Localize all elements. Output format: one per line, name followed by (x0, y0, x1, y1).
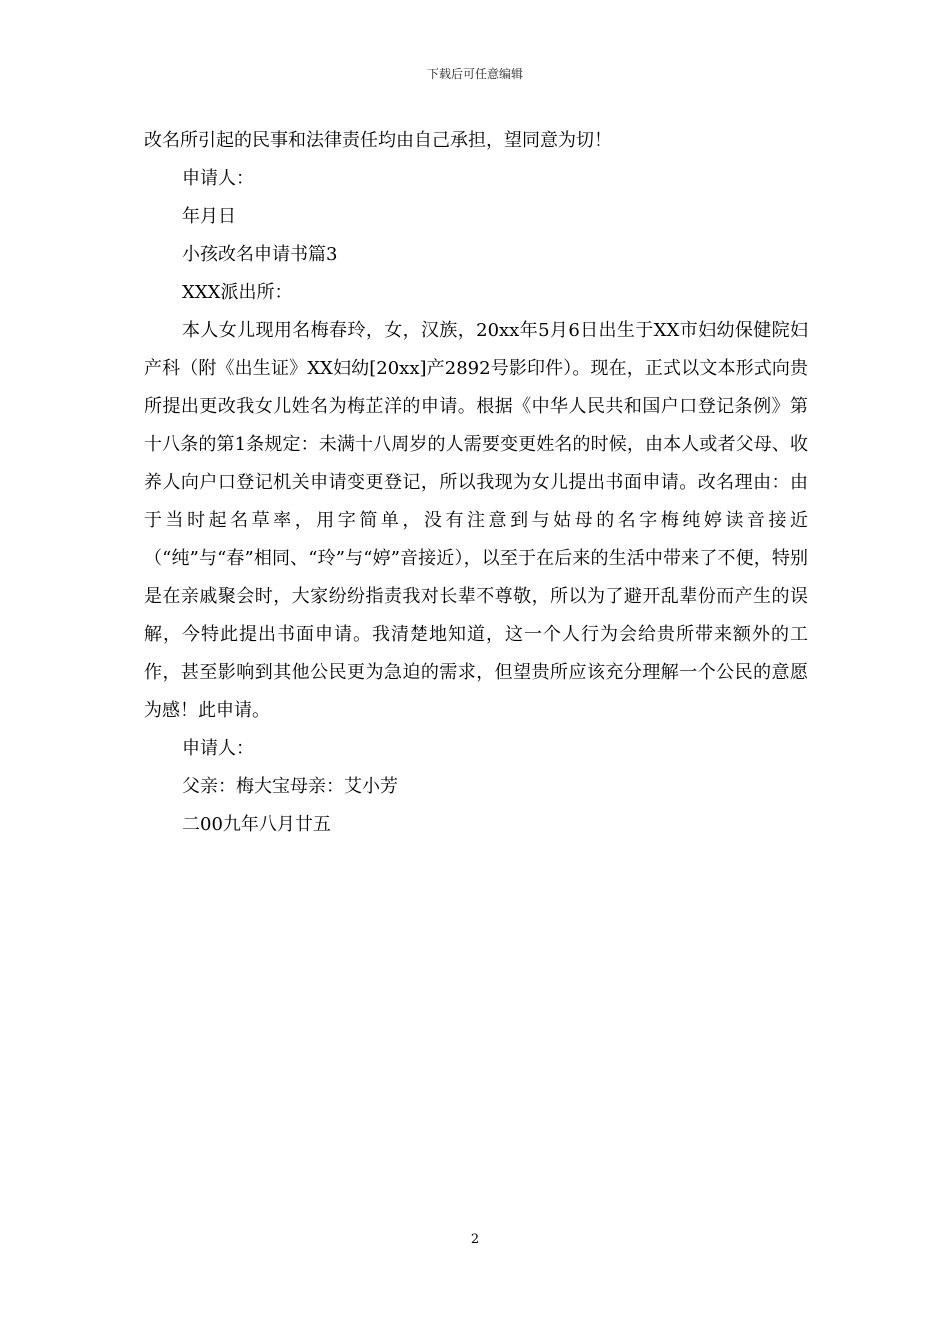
application-body-paragraph: 本人女儿现用名梅春玲，女，汉族，20xx年5月6日出生于XX市妇幼保健院妇产科（附《出生证》XX妇幼[20xx]产2892号影印件）。现在，正式以文本形式向贵所提出更改我女儿姓名为梅芷洋的申请。根据《中华人民共和国户口登记条例》第十八条的第1条规定：未满十八周岁的人需要变更姓名的时候，由本人或者父母、收养人向户口登记机关申请变更登记，所以我现为女儿提出书面申请。改名理由：由于当时起名草率，用字简单，没有注意到与姑母的名字梅纯婷读音接近（“纯”与“春”相同、“玲”与“婷”音接近），以至于在后来的生活中带来了不便，特别是在亲戚聚会时，大家纷纷指责我对长辈不尊敬，所以为了避开乱辈份而产生的误解，今特此提出书面申请。我清楚地知道，这一个人行为会给贵所带来额外的工作，甚至影响到其他公民更为急迫的需求，但望贵所应该充分理解一个公民的意愿为感！此申请。 (144, 320, 808, 721)
signature-date: 二00九年八月廿五 (182, 814, 331, 835)
date-placeholder: 年月日 (182, 206, 236, 227)
document-body (144, 122, 808, 844)
parents-names: 父亲：梅大宝母亲：艾小芳 (182, 776, 398, 797)
section-title: 小孩改名申请书篇3 (182, 244, 338, 265)
page-header-note: 下载后可任意编辑 (426, 67, 523, 81)
continuation-paragraph: 改名所引起的民事和法律责任均由自己承担，望同意为切！ (144, 130, 612, 151)
page-number: 2 (470, 1232, 480, 1247)
addressee: XXX派出所： (182, 282, 293, 303)
applicant-label: 申请人： (182, 168, 254, 189)
applicant-label-2: 申请人： (182, 738, 254, 759)
